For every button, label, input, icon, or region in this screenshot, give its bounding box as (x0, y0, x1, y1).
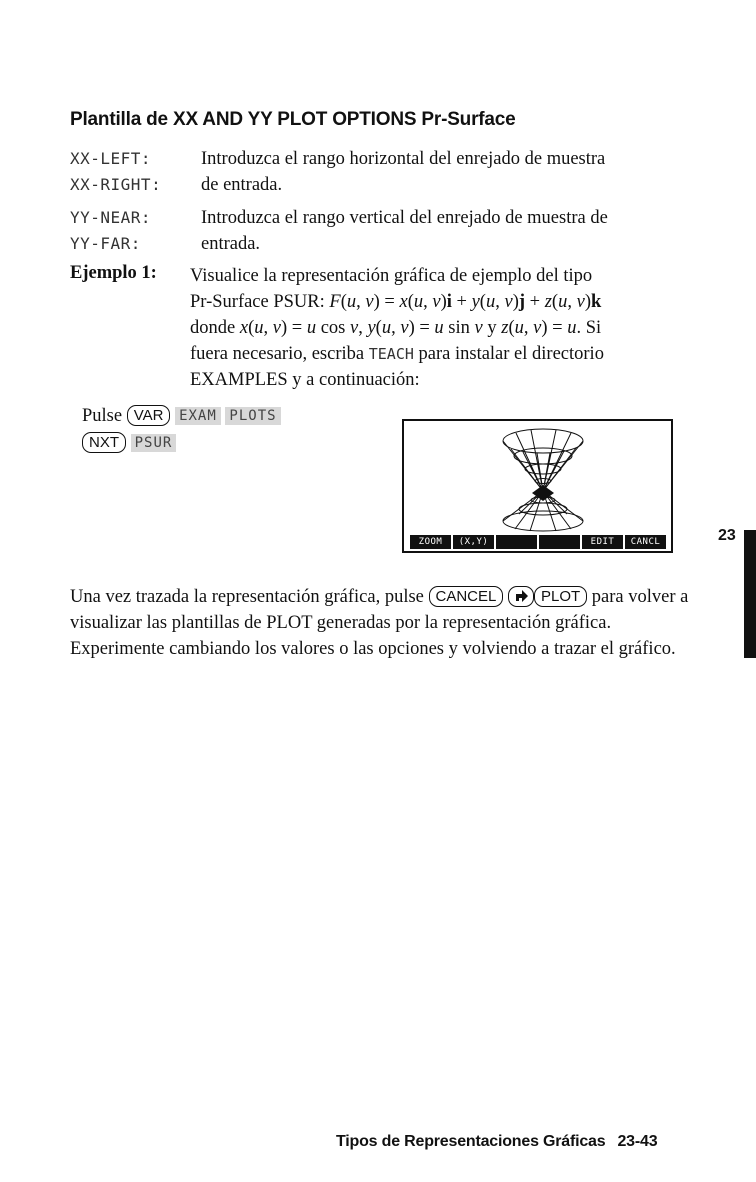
field-name-yy-near: YY-NEAR: (70, 208, 152, 227)
example-line: fuera necesario, escriba TEACH para instalar el directorio (190, 344, 604, 364)
closing-paragraph: Una vez trazada la representación gráfica, pulse CANCEL PLOT para volver a visualizar las plantillas de PLOT generadas por la representación gráfica. Experimente cambiando los valores o las opciones y volviendo a trazar el gráfico. (70, 587, 689, 659)
menu-blank[interactable] (496, 535, 537, 549)
menu-xy[interactable]: (X,Y) (453, 535, 494, 549)
field-desc-line: de entrada. (201, 175, 283, 195)
example-line: EXAMPLES y a continuación: (190, 370, 420, 390)
example-formula-line: Pr-Surface PSUR: F(u, v) = x(u, v)i + y(u, v)j + z(u, v)k (190, 292, 602, 312)
example-text (190, 263, 702, 393)
field-desc-line: Introduzca el rango horizontal del enrejado de muestra (201, 149, 606, 169)
example-definition-line: donde x(u, v) = u cos v, y(u, v) = u sin v y z(u, v) = u. Si (190, 318, 602, 338)
var-key: VAR (127, 405, 171, 426)
page-footer (336, 1133, 657, 1151)
softkey-exam: EXAM (175, 407, 221, 425)
upper-cone-ring (514, 448, 572, 464)
softkey-psur: PSUR (131, 434, 177, 452)
field-desc-line: Introduzca el rango vertical del enrejado de muestra de (201, 208, 608, 228)
cancel-key: CANCEL (429, 586, 504, 607)
calculator-screen (402, 419, 673, 553)
footer-title: Tipos de Representaciones Gráficas (336, 1133, 606, 1150)
field-name-xx-right: XX-RIGHT: (70, 175, 162, 194)
menu-cancl[interactable]: CANCL (625, 535, 666, 549)
right-shift-arrow-icon (508, 586, 534, 607)
field-name-yy-far: YY-FAR: (70, 234, 141, 253)
field-name-xx-left: XX-LEFT: (70, 149, 152, 168)
keystroke-line-1 (82, 405, 281, 427)
upper-cone-ring (525, 464, 561, 474)
menu-zoom[interactable]: ZOOM (410, 535, 451, 549)
pulse-label: Pulse (82, 406, 123, 426)
example-line: Visualice la representación gráfica de ejemplo del tipo (190, 266, 593, 286)
field-desc-line: entrada. (201, 234, 261, 254)
softkey-menu (410, 535, 666, 549)
teach-command: TEACH (368, 345, 414, 363)
upper-cone-rim (503, 429, 583, 453)
section-heading: Plantilla de XX AND YY PLOT OPTIONS Pr-Surface (70, 109, 516, 130)
softkey-plots: PLOTS (225, 407, 280, 425)
nxt-key: NXT (82, 432, 126, 453)
plot-key: PLOT (534, 586, 587, 607)
chapter-tab-bar (744, 530, 756, 658)
field-desc-xx (201, 146, 721, 198)
psur-surface-plot (404, 421, 671, 535)
keystroke-line-2 (82, 432, 176, 454)
chapter-tab-number: 23 (718, 527, 736, 544)
field-desc-yy (201, 205, 721, 257)
example-label: Ejemplo 1: (70, 263, 157, 283)
menu-edit[interactable]: EDIT (582, 535, 623, 549)
lower-cone-rim (503, 511, 583, 531)
menu-blank[interactable] (539, 535, 580, 549)
page-number: 23-43 (617, 1133, 658, 1150)
